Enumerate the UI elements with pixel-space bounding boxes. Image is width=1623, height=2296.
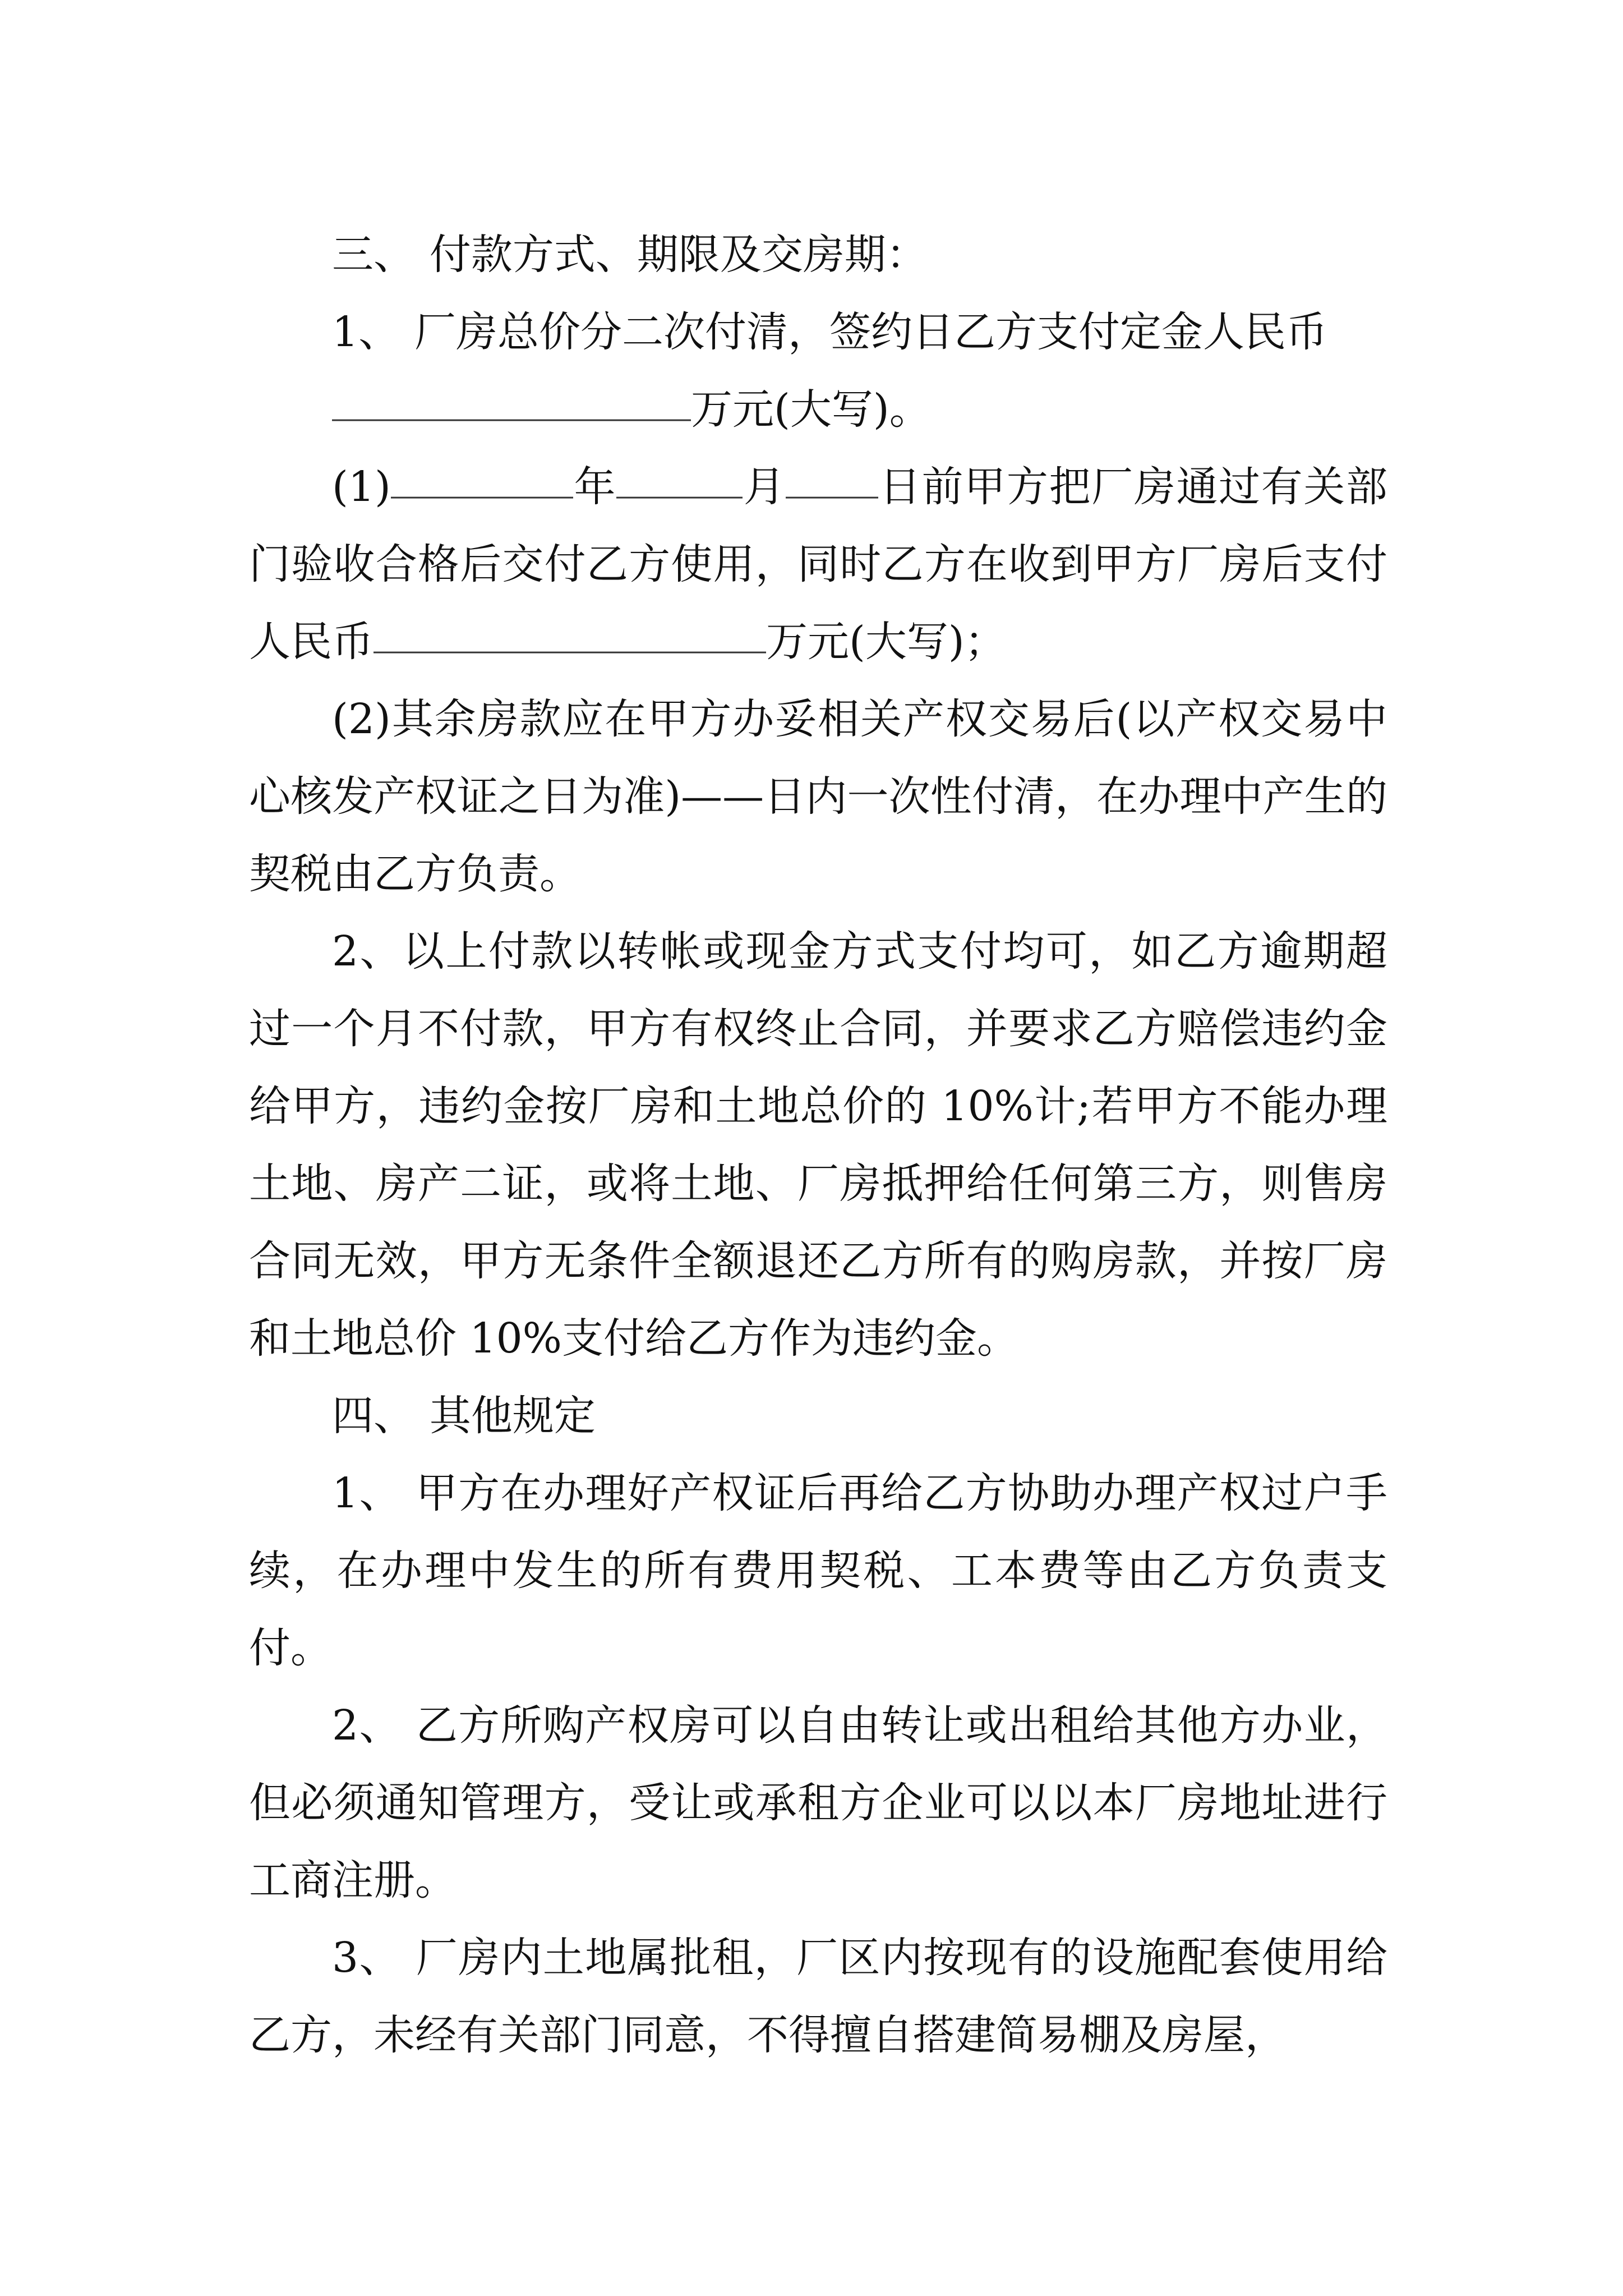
second-payment-suffix: 万元(大写)； xyxy=(766,618,1006,666)
payment-item-1 xyxy=(249,293,1387,448)
month-label: 月 xyxy=(743,463,786,511)
deposit-amount-blank[interactable] xyxy=(332,378,691,421)
year-label: 年 xyxy=(573,463,617,511)
section-4-heading xyxy=(249,1377,1387,1455)
payment-item-1-text: 厂房总价分二次付清，签约日乙方支付定金人民币 xyxy=(414,308,1327,356)
payment-item-1-number: 1、 xyxy=(332,308,400,356)
section-3-heading xyxy=(249,216,1387,293)
other-item-3 xyxy=(249,1919,1387,2074)
contract-text xyxy=(249,216,1387,2074)
section-3-number: 三、 xyxy=(332,231,415,279)
section-3-title: 付款方式、期限及交房期： xyxy=(429,231,928,279)
section-4-title: 其他规定 xyxy=(429,1392,596,1440)
day-blank[interactable] xyxy=(786,455,878,499)
other-item-1 xyxy=(249,1455,1387,1687)
other-item-3-text: 厂房内土地属批租，厂区内按现有的设施配套使用给乙方，未经有关部门同意，不得擅自搭建简易棚及房屋， xyxy=(249,1934,1387,2059)
year-blank[interactable] xyxy=(391,455,573,499)
other-item-1-text: 甲方在办理好产权证后再给乙方协助办理产权过户手续，在办理中发生的所有费用契税、工本费等由乙方负责支付。 xyxy=(249,1469,1387,1672)
other-item-2-number: 2、 xyxy=(332,1701,402,1750)
second-payment-amount-blank[interactable] xyxy=(374,610,766,654)
other-item-2-text: 乙方所购产权房可以自由转让或出租给其他方办业，但必须通知管理方，受让或承租方企业可以以本厂房地址进行工商注册。 xyxy=(249,1701,1387,1904)
payment-item-1a xyxy=(249,448,1387,680)
month-blank[interactable] xyxy=(616,455,743,499)
payment-item-1a-text: 日前甲方把厂房通过有关部门验收合格后交付乙方使用，同时乙方在收到甲方厂房后支付人民币 xyxy=(249,463,1388,666)
other-item-2 xyxy=(249,1687,1387,1919)
payment-item-2: 2、以上付款以转帐或现金方式支付均可，如乙方逾期超过一个月不付款，甲方有权终止合同，并要求乙方赔偿违约金给甲方，违约金按厂房和土地总价的 10%计;若甲方不能办理土地、房产二证，或将土地、厂房抵押给任何第三方，则售房合同无效，甲方无条件全额退还乙方所有的购房款，并按厂房和土地总价 10%支付给乙方作为违约金。 xyxy=(249,927,1387,1363)
payment-item-1a-lead: (1) xyxy=(332,463,391,511)
deposit-amount-suffix: 万元(大写)。 xyxy=(691,385,931,434)
payment-item-1b: (2)其余房款应在甲方办妥相关产权交易后(以产权交易中心核发产权证之日为准)——日内一次性付清，在办理中产生的契税由乙方负责。 xyxy=(249,695,1387,898)
section-4-number: 四、 xyxy=(332,1392,415,1440)
other-item-3-number: 3、 xyxy=(332,1934,402,1982)
deposit-amount-line xyxy=(249,371,1387,448)
other-item-1-number: 1、 xyxy=(332,1469,402,1517)
